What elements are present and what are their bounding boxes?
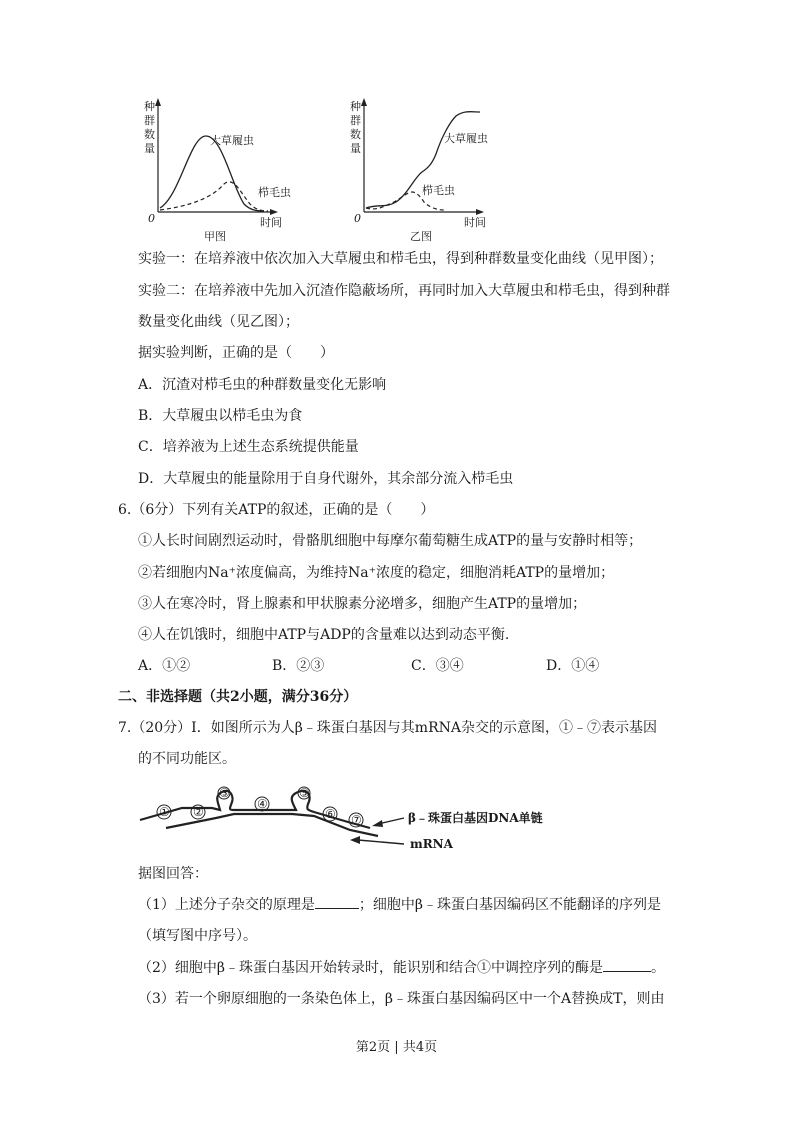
region-label: ⑥ <box>325 807 336 821</box>
page-footer: 第2页 | 共4页 <box>355 1040 438 1055</box>
q7-answer-intro: 据图回答： <box>138 866 208 882</box>
q7-stem-line1: 7.（20分）Ⅰ．如图所示为人β﹣珠蛋白基因与其mRNA杂交的示意图，①﹣⑦表示基因 <box>118 720 657 736</box>
jia-origin: 0 <box>148 212 155 225</box>
yi-caption: 乙图 <box>410 230 432 243</box>
section-2-heading: 二、非选择题（共2小题，满分36分） <box>118 689 358 705</box>
q5-option-a: A．沉渣对栉毛虫的种群数量变化无影响 <box>138 377 387 393</box>
answer-blank[interactable] <box>315 896 359 909</box>
yi-origin: 0 <box>354 212 361 225</box>
jia-y-label-char: 群 <box>144 114 155 127</box>
q6-option-d: D．①④ <box>546 658 600 674</box>
yi-y-label-char: 量 <box>350 142 361 155</box>
yi-y-label <box>350 100 361 155</box>
jia-label-didinium: 栉毛虫 <box>258 186 291 199</box>
yi-label-paramecium: 大草履虫 <box>444 132 488 145</box>
q6-item-2: ②若细胞内Na⁺浓度偏高，为维持Na⁺浓度的稳定，细胞消耗ATP的量增加； <box>138 565 615 581</box>
mrna-arrow <box>358 840 404 844</box>
q5-option-c: C．培养液为上述生态系统提供能量 <box>138 439 359 455</box>
q7-part2-text-a: （2）细胞中β﹣珠蛋白基因开始转录时，能识别和结合①中调控序列的酶是 <box>138 960 603 976</box>
jia-y-label-char: 种 <box>144 100 155 113</box>
mrna-arrowhead <box>350 836 360 844</box>
q5-exp2-line1: 实验二：在培养液中先加入沉渣作隐蔽场所，再同时加入大草履虫和栉毛虫，得到种群 <box>138 283 670 299</box>
q5-exp1: 实验一：在培养液中依次加入大草履虫和栉毛虫，得到种群数量变化曲线（见甲图）； <box>138 251 663 267</box>
region-label: ⑤ <box>299 786 310 800</box>
jia-y-label-char: 量 <box>144 142 155 155</box>
jia-x-arrow <box>270 209 278 215</box>
figure-yi <box>346 96 506 246</box>
jia-x-label: 时间 <box>260 216 282 229</box>
yi-x-arrow <box>476 209 484 215</box>
region-labels <box>157 786 363 827</box>
q6-option-a: A．①② <box>138 658 191 674</box>
jia-label-paramecium: 大草履虫 <box>210 134 254 147</box>
yi-y-label-char: 种 <box>350 100 361 113</box>
region-label: ② <box>193 805 204 819</box>
q7-part1-line1 <box>138 894 661 914</box>
jia-y-label-char: 数 <box>144 128 155 141</box>
dna-arrowhead <box>372 820 383 827</box>
q7-part1-text-b: ；细胞中β﹣珠蛋白基因编码区不能翻译的序列是 <box>358 897 662 913</box>
q5-exp2-line2: 数量变化曲线（见乙图）； <box>138 314 299 330</box>
q7-part1-text-a: （1）上述分子杂交的原理是 <box>138 897 315 913</box>
figure-jia <box>140 96 300 246</box>
q5-option-d: D．大草履虫的能量除用于自身代谢外，其余部分流入栉毛虫 <box>138 471 514 487</box>
q6-option-b: B．②③ <box>272 658 325 674</box>
jia-y-label <box>144 100 155 155</box>
q6-item-4: ④人在饥饿时，细胞中ATP与ADP的含量难以达到动态平衡. <box>138 627 510 643</box>
yi-x-label: 时间 <box>464 216 486 229</box>
q7-stem-line2: 的不同功能区。 <box>138 751 236 767</box>
q7-part3: （3）若一个卵原细胞的一条染色体上，β﹣珠蛋白基因编码区中一个A替换成T，则由 <box>138 991 665 1007</box>
dna-label: β﹣珠蛋白基因DNA单链 <box>408 811 543 825</box>
yi-y-label-char: 群 <box>350 114 361 127</box>
jia-y-arrow <box>155 98 161 106</box>
mrna-label: mRNA <box>410 837 453 851</box>
q7-part2-text-b: 。 <box>651 960 665 976</box>
q6-option-c: C．③④ <box>411 658 464 674</box>
region-label: ① <box>159 805 170 819</box>
q7-part1-line2: （填写图中序号）。 <box>138 928 257 944</box>
q5-stem: 据实验判断，正确的是（ ） <box>138 345 334 361</box>
q6-item-3: ③人在寒冷时，肾上腺素和甲状腺素分泌增多，细胞产生ATP的量增加； <box>138 596 587 612</box>
jia-curve-paramecium <box>160 136 264 211</box>
region-label: ④ <box>257 797 268 811</box>
hybridization-diagram <box>138 784 578 856</box>
region-label: ③ <box>219 786 230 800</box>
yi-y-label-char: 数 <box>350 128 361 141</box>
jia-caption: 甲图 <box>204 230 226 243</box>
q5-option-b: B．大草履虫以栉毛虫为食 <box>138 408 303 424</box>
yi-label-didinium: 栉毛虫 <box>422 184 455 197</box>
q7-part2 <box>138 957 665 977</box>
region-label: ⑦ <box>351 813 362 827</box>
q6-stem: 6.（6分）下列有关ATP的叙述，正确的是（ ） <box>118 502 435 518</box>
answer-blank[interactable] <box>603 959 651 972</box>
q6-item-1: ①人长时间剧烈运动时，骨骼肌细胞中每摩尔葡萄糖生成ATP的量与安静时相等； <box>138 533 643 549</box>
yi-y-arrow <box>361 98 367 106</box>
